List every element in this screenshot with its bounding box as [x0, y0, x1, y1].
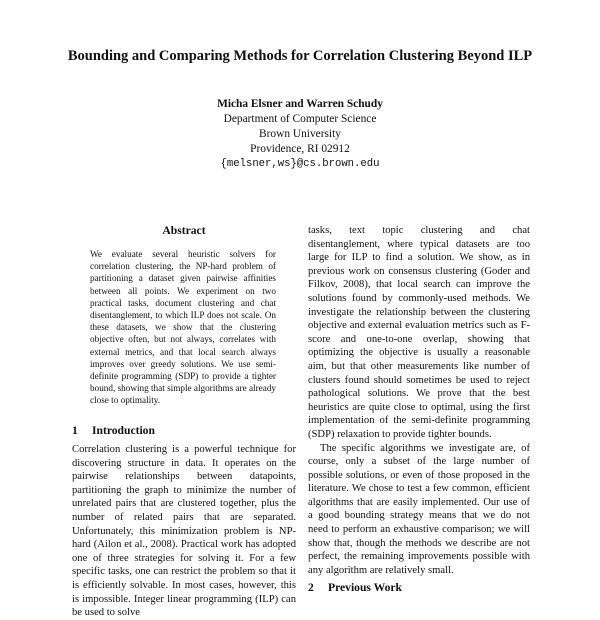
section-1-text	[72, 443, 296, 620]
author-email: {melsner,ws}@cs.brown.edu	[220, 158, 380, 170]
section-1-number: 1	[72, 424, 78, 437]
author-block	[0, 97, 600, 172]
section-1-heading	[72, 424, 155, 437]
section-1-paragraph: Correlation clustering is a powerful technique for discovering structure in data. It operates on the pairwise relationships between datapoints, partitioning the graph to minimize the number of unrelated pairs that are clustered together, plus the number of related pairs that are separated. Unfortunately, this minimization problem is NP-hard (Ailon et al., 2008). Practical work has adopted one of three strategies for solving it. For a few specific tasks, one can restrict the problem so that it is efficiently solvable. In most cases, however, this is impossible. Integer linear programming (ILP) can be used to solve	[72, 444, 296, 619]
section-2-number: 2	[308, 581, 314, 594]
author-university: Brown University	[259, 128, 341, 140]
section-1-title: Introduction	[92, 424, 155, 437]
section-2-title: Previous Work	[328, 581, 402, 594]
section-2-heading	[308, 581, 402, 594]
paper-title: Bounding and Comparing Methods for Correlation Clustering Beyond ILP	[67, 48, 533, 64]
author-department: Department of Computer Science	[223, 113, 377, 125]
author-location: Providence, RI 02912	[250, 143, 350, 155]
abstract-heading: Abstract	[162, 224, 206, 237]
right-column-paragraph-1: tasks, text topic clustering and chat disentanglement, where typical datasets are too large for ILP to find a solution. We show, as in previous work on consensus clustering (Goder and Filkov, 2008), that local search can improve the solutions found by commonly-used methods. We investigate the relationship between the clustering objective and external evaluation metrics such as F-score and one-to-one overlap, showing that optimizing the objective is usually a reasonable aim, but that other measurements like number of clusters found should sometimes be used to reject pathological solutions. We prove that the best heuristics are quite close to optimal, using the first implementation of the semi-definite programming (SDP) relaxation to provide tighter bounds.	[308, 225, 530, 440]
author-names: Micha Elsner and Warren Schudy	[217, 98, 383, 110]
right-column-paragraph-2: The specific algorithms we investigate are, of course, only a subset of the large number of possible solutions, or even of those proposed in the literature. We chose to test a few common, efficient algorithms that are easily implemented. Our use of a good bounding strategy means that we do not need to perform an exhaustive comparison; we will show that, though the methods we describe are not perfect, the remaining improvements possible with any algorithm are relatively small.	[308, 442, 530, 576]
right-column-text	[308, 224, 530, 577]
abstract-text: We evaluate several heuristic solvers for correlation clustering, the NP-hard problem of partitioning a dataset given pairwise affinities between all points. We experiment on two practical tasks, document clustering and chat disentanglement, to which ILP does not scale. On these datasets, we show that the clustering objective often, but not always, correlates with external metrics, and that local search always improves over greedy solutions. We use semi-definite programming (SDP) to provide a tighter bound, showing that simple algorithms are already close to optimality.	[90, 249, 277, 406]
